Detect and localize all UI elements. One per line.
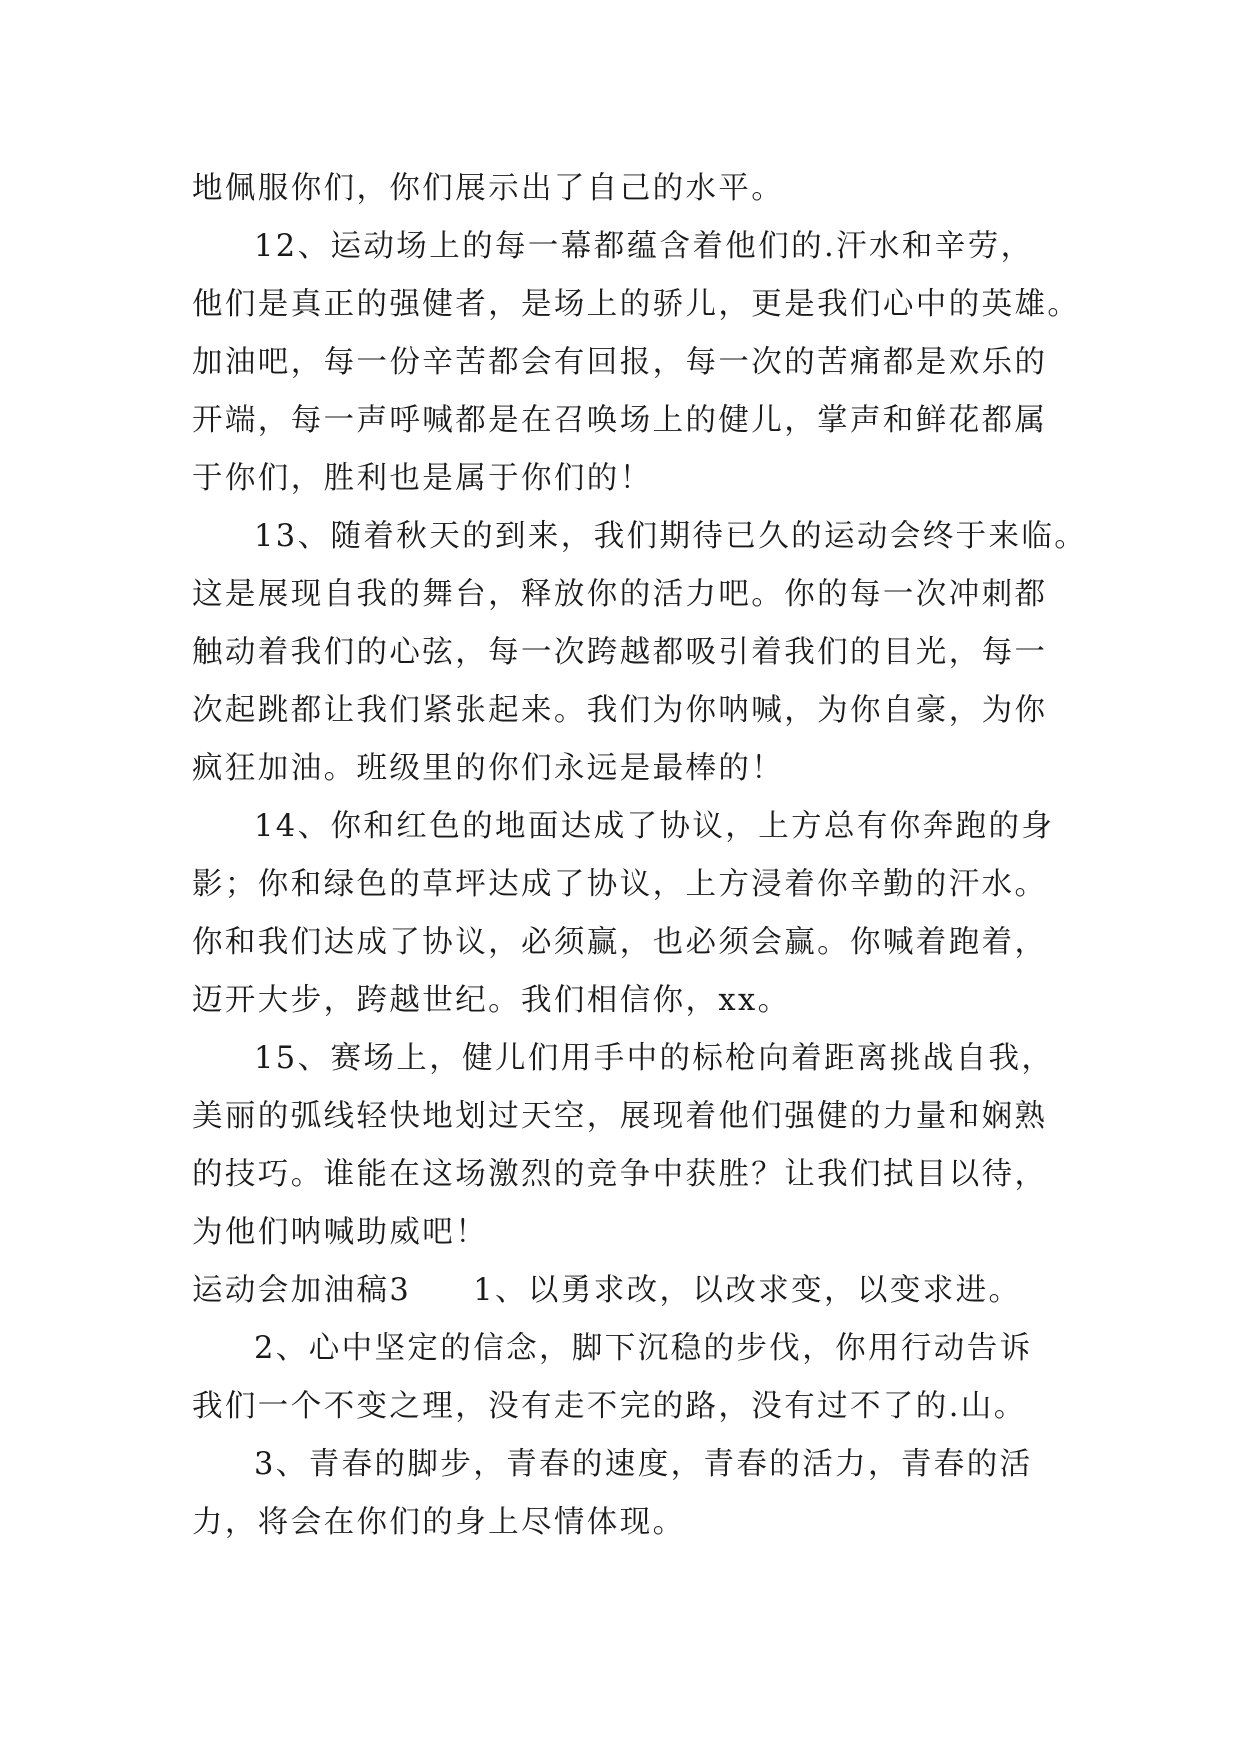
text-line: 他们是真正的强健者，是场上的骄儿，更是我们心中的英雄。 — [192, 287, 1081, 322]
text-line: 12、运动场上的每一幕都蕴含着他们的.汗水和辛劳， — [254, 229, 1034, 264]
text-line: 为他们呐喊助威吧！ — [192, 1215, 489, 1250]
text-line: 加油吧，每一份辛苦都会有回报，每一次的苦痛都是欢乐的 — [192, 345, 1048, 380]
section-heading-line — [192, 1262, 1072, 1320]
text-line: 这是展现自我的舞台，释放你的活力吧。你的每一次冲刺都 — [192, 577, 1048, 612]
text-line: 迈开大步，跨越世纪。我们相信你，xx。 — [192, 983, 791, 1018]
text-line: 我们一个不变之理，没有走不完的路，没有过不了的.山。 — [192, 1389, 1027, 1424]
text-line: 15、赛场上，健儿们用手中的标枪向着距离挑战自我， — [254, 1041, 1055, 1076]
text-line: 力，将会在你们的身上尽情体现。 — [192, 1505, 686, 1540]
text-line: 触动着我们的心弦，每一次跨越都吸引着我们的目光，每一 — [192, 635, 1048, 670]
text-line: 于你们，胜利也是属于你们的！ — [192, 461, 653, 496]
text-line: 1、以勇求改，以改求变，以变求进。 — [473, 1273, 1022, 1308]
section-heading: 运动会加油稿3 — [192, 1273, 412, 1308]
text-line: 14、你和红色的地面达成了协议，上方总有你奔跑的身 — [254, 809, 1055, 844]
text-line: 开端，每一声呼喊都是在召唤场上的健儿，掌声和鲜花都属 — [192, 403, 1048, 438]
text-line: 13、随着秋天的到来，我们期待已久的运动会终于来临。 — [254, 519, 1088, 554]
document-body — [192, 160, 1088, 1552]
text-line: 2、心中坚定的信念，脚下沉稳的步伐，你用行动告诉 — [254, 1331, 1033, 1366]
text-line: 次起跳都让我们紧张起来。我们为你呐喊，为你自豪，为你 — [192, 693, 1048, 728]
text-line: 疯狂加油。班级里的你们永远是最棒的！ — [192, 751, 785, 786]
text-line: 你和我们达成了协议，必须赢，也必须会赢。你喊着跑着， — [192, 925, 1048, 960]
text-line: 影；你和绿色的草坪达成了协议，上方浸着你辛勤的汗水。 — [192, 867, 1048, 902]
text-line: 3、青春的脚步，青春的速度，青春的活力，青春的活 — [254, 1447, 1033, 1482]
text-line: 美丽的弧线轻快地划过天空，展现着他们强健的力量和娴熟 — [192, 1099, 1048, 1134]
text-line: 地佩服你们，你们展示出了自己的水平。 — [192, 171, 785, 206]
text-line: 的技巧。谁能在这场激烈的竞争中获胜？让我们拭目以待， — [192, 1157, 1048, 1192]
